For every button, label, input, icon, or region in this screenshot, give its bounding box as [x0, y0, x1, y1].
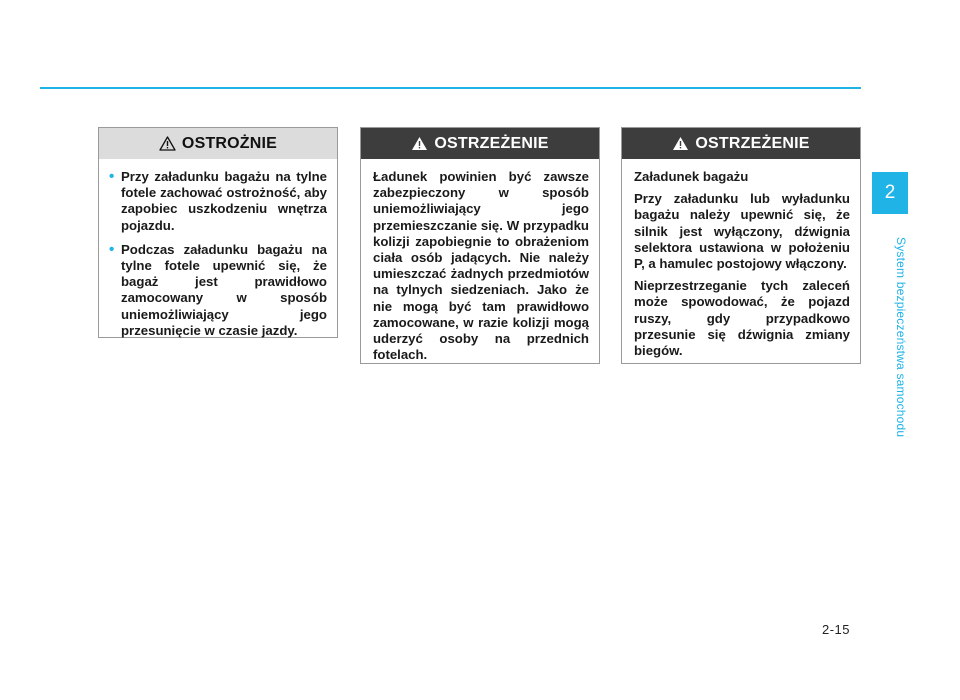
warning-box-loading: [621, 127, 861, 364]
warning-header: [622, 128, 860, 159]
list-item: • Przy załadunku bagażu na tylne fotele zachować ostrożność, aby zapobiec uszkodzeniu wnętrza pojazdu.: [109, 168, 327, 233]
warning-header: [361, 128, 599, 159]
warning-paragraph: Nieprzestrzeganie tych zaleceń może spowodować, że pojazd ruszy, gdy przypadkowo przesunie się dźwignia zmiany biegów.: [634, 278, 850, 359]
caution-body: [99, 159, 337, 351]
warning-paragraph: Ładunek powinien być zawsze zabezpieczony w sposób uniemożliwiający jego przemieszczanie się. W przypadku kolizji zapobiegnie to obrażeniom ciała osób jadących. Nie należy umieszczać żadnych przedmiotów na tylnych siedzeniach. Jako że nie mogą być tam prawidłowo zamocowane, w razie kolizji mogą uderzyć osoby na przednich fotelach.: [373, 169, 589, 363]
caution-box: [98, 127, 338, 338]
warning-body: [361, 159, 599, 375]
warning-box-cargo: [360, 127, 600, 364]
warning-triangle-outline-icon: [159, 136, 176, 151]
warning-triangle-filled-icon: [672, 136, 689, 151]
caution-title: OSTROŻNIE: [181, 134, 278, 152]
page-number: 2-15: [822, 622, 851, 637]
warning-subheading: Załadunek bagażu: [634, 169, 749, 184]
warning-title: OSTRZEŻENIE: [695, 134, 810, 152]
caution-header: [99, 128, 337, 159]
chapter-title: System bezpieczeństwa samochodu: [894, 236, 908, 438]
bullet-dot-icon: •: [109, 168, 115, 185]
warning-body: [622, 159, 860, 371]
warning-title: OSTRZEŻENIE: [434, 134, 549, 152]
warning-paragraph: Przy załadunku lub wyładunku bagażu należy upewnić się, że silnik jest wyłączony, dźwignia selektora ustawiona w położeniu P, a hamulec postojowy włączony.: [634, 191, 850, 272]
chapter-number-tab: 2: [872, 172, 908, 214]
list-item: • Podczas załadunku bagażu na tylne fotele upewnić się, że bagaż jest prawidłowo zamocowany w sposób uniemożliwiający jego przesunięcie w czasie jazdy.: [109, 240, 327, 338]
top-divider: [40, 87, 861, 89]
warning-triangle-filled-icon: [411, 136, 428, 151]
bullet-dot-icon: •: [109, 240, 115, 258]
